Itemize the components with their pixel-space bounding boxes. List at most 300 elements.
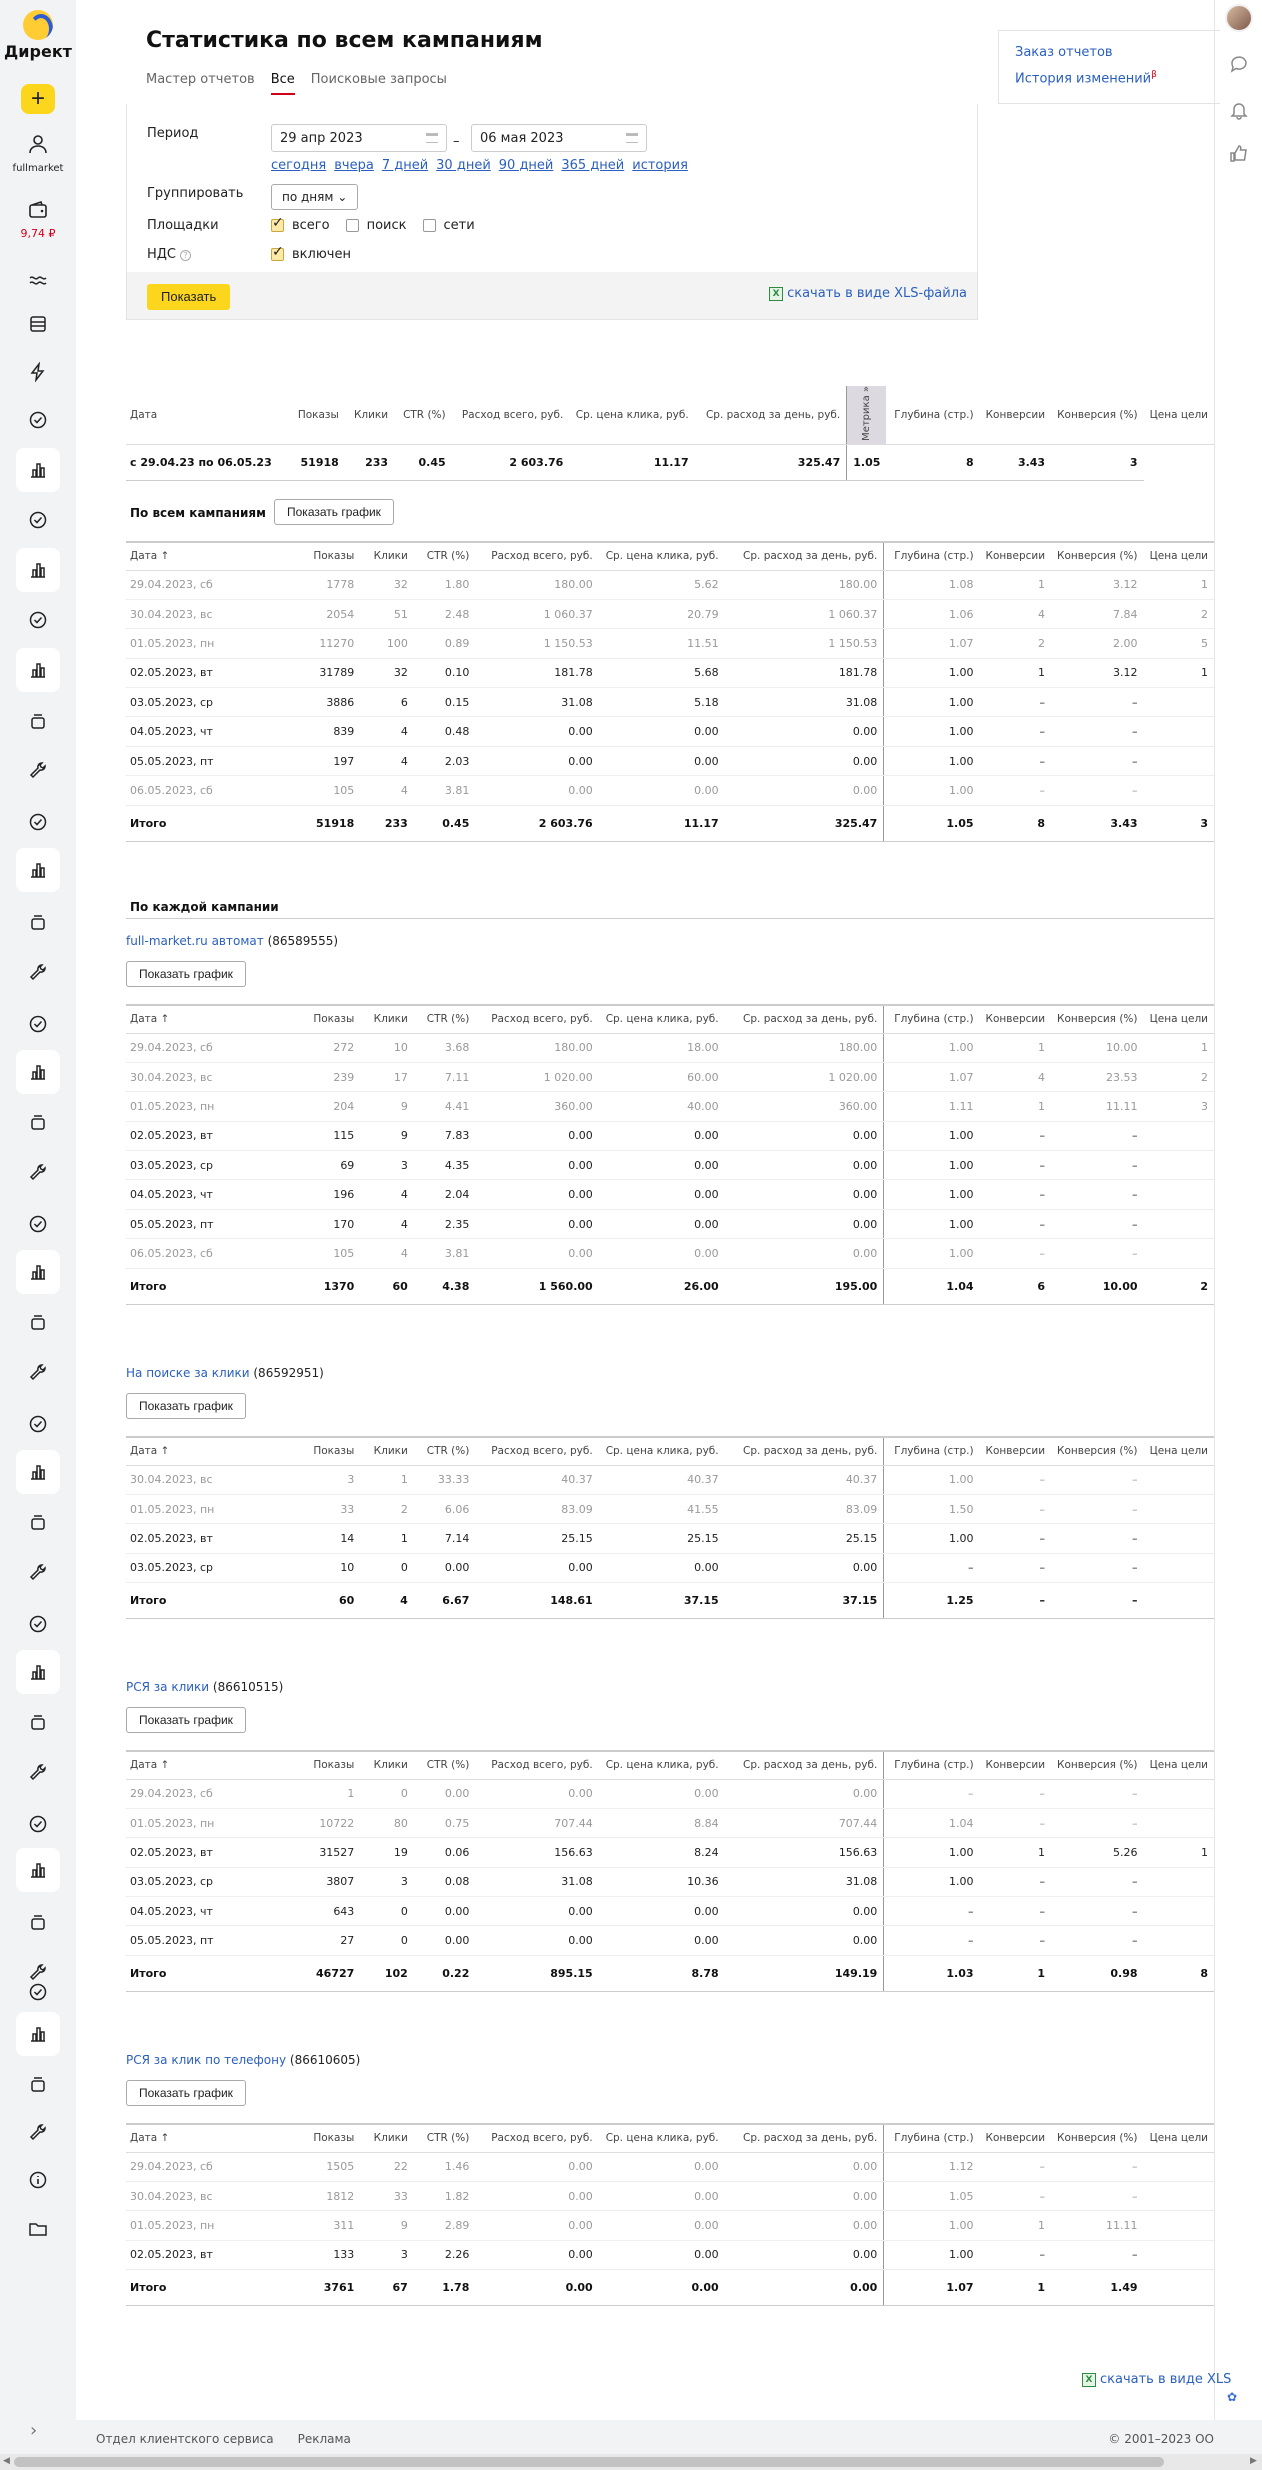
cell-depth: 1.50: [884, 1494, 980, 1523]
col-header-cost[interactable]: Расход всего, руб.: [475, 1437, 598, 1465]
tab-report-master[interactable]: Мастер отчетов: [146, 72, 255, 87]
col-header-cost[interactable]: Расход всего, руб.: [475, 1005, 598, 1033]
col-header-date[interactable]: Дата ↑: [126, 542, 291, 570]
wrench-icon[interactable]: [22, 1556, 54, 1588]
table-row: [126, 1062, 1214, 1091]
campaign-link[interactable]: full-market.ru автомат: [126, 934, 264, 948]
place-networks-checkbox[interactable]: [423, 219, 436, 232]
wrench-icon[interactable]: [22, 754, 54, 786]
place-search-checkbox[interactable]: [346, 219, 359, 232]
stack-icon[interactable]: [22, 1906, 54, 1938]
col-header-avg-cpc[interactable]: Ср. цена клика, руб.: [599, 542, 725, 570]
cell-avg-daily-cost: 0.00: [725, 1553, 884, 1582]
total-avg-daily-cost: 325.47: [725, 805, 884, 841]
bar-chart-icon[interactable]: [16, 448, 60, 492]
table-row: [126, 776, 1214, 805]
table-row: [126, 1465, 1214, 1494]
col-header-conversions[interactable]: Конверсии: [980, 1005, 1051, 1033]
col-header-conversion-rate[interactable]: Конверсия (%): [1051, 542, 1143, 570]
col-header-ctr[interactable]: CTR (%): [414, 1751, 476, 1779]
quick-yesterday[interactable]: вчера: [334, 158, 374, 173]
total-impressions: 60: [291, 1583, 360, 1619]
cell-avg-daily-cost: 25.15: [725, 1524, 884, 1553]
cell-conversions: –: [980, 746, 1051, 775]
cell-conversions: 4: [980, 1062, 1051, 1091]
campaigns-icon[interactable]: [22, 308, 54, 340]
check-circle-icon[interactable]: [22, 1808, 54, 1840]
bar-chart-icon[interactable]: [16, 548, 60, 592]
col-header-conversion-rate[interactable]: Конверсия (%): [1051, 1005, 1143, 1033]
col-header-avg-cpc[interactable]: Ср. цена клика, руб.: [599, 1005, 725, 1033]
footer-client-service-link[interactable]: Отдел клиентского сервиса: [96, 2432, 274, 2446]
col-header-conversion-rate[interactable]: Конверсия (%): [1051, 2124, 1143, 2152]
add-button[interactable]: [21, 84, 55, 114]
col-header-impressions[interactable]: Показы: [285, 386, 345, 444]
cell-impressions: 643: [291, 1897, 360, 1926]
summary-cell-ctr: 0.45: [394, 444, 452, 480]
cell-impressions: 69: [291, 1151, 360, 1180]
cell-cost: 0.00: [475, 2181, 598, 2210]
campaign-stats-table: [126, 1750, 1214, 1992]
summary-cell-depth: 1.05: [847, 444, 887, 480]
collapse-sidebar-icon[interactable]: ›: [30, 2420, 38, 2441]
wrench-icon[interactable]: [22, 1756, 54, 1788]
download-xls-bottom-label: скачать в виде XLS: [1100, 2372, 1232, 2387]
total-depth: 1.03: [884, 1955, 980, 1991]
cell-goal-cost: 5: [1144, 629, 1214, 658]
summary-table: [126, 386, 1214, 481]
col-header-ctr[interactable]: CTR (%): [394, 386, 452, 444]
total-ctr: 0.22: [414, 1955, 476, 1991]
cell-avg-cpc: 0.00: [599, 1553, 725, 1582]
check-circle-icon[interactable]: [22, 806, 54, 838]
total-clicks: 67: [360, 2270, 414, 2306]
cell-avg-cpc: 0.00: [599, 1151, 725, 1180]
campaign-graph-button[interactable]: Показать график: [126, 961, 246, 987]
cell-depth: 1.11: [884, 1092, 980, 1121]
cell-goal-cost: [1144, 1465, 1214, 1494]
cell-goal-cost: 2: [1144, 1062, 1214, 1091]
cell-cost: 83.09: [475, 1494, 598, 1523]
table-row: [126, 1494, 1214, 1523]
user-profile[interactable]: [0, 134, 76, 174]
campaign-title: [126, 1366, 324, 1380]
cell-avg-cpc: 11.51: [599, 629, 725, 658]
col-header-avg-cpc[interactable]: Ср. цена клика, руб.: [569, 386, 694, 444]
cell-avg-cpc: 0.00: [599, 1779, 725, 1808]
col-header-cost[interactable]: Расход всего, руб.: [452, 386, 570, 444]
bell-icon[interactable]: [1229, 100, 1249, 120]
cell-avg-cpc: 5.68: [599, 658, 725, 687]
col-header-impressions[interactable]: Показы: [291, 1437, 360, 1465]
col-header-conversion-rate[interactable]: Конверсия (%): [1051, 386, 1143, 444]
cell-impressions: 272: [291, 1033, 360, 1062]
table-row: [126, 1897, 1214, 1926]
stack-icon[interactable]: [22, 906, 54, 938]
col-header-goal-cost[interactable]: Цена цели: [1144, 1751, 1214, 1779]
cell-impressions: 14: [291, 1524, 360, 1553]
col-header-conversions[interactable]: Конверсии: [980, 542, 1051, 570]
col-header-avg-cpc[interactable]: Ср. цена клика, руб.: [599, 2124, 725, 2152]
per-campaign-title: По каждой кампании: [130, 900, 279, 914]
campaign-graph-button[interactable]: Показать график: [126, 1393, 246, 1419]
stack-icon[interactable]: [22, 1706, 54, 1738]
col-header-depth[interactable]: Глубина (стр.): [884, 1437, 980, 1465]
bar-chart-icon[interactable]: [16, 648, 60, 692]
excel-icon: X: [1082, 2373, 1096, 2387]
wrench-icon[interactable]: [22, 1356, 54, 1388]
cell-ctr: 2.35: [414, 1209, 476, 1238]
download-xls-bottom-link[interactable]: [1082, 2372, 1231, 2387]
campaign-graph-button[interactable]: Показать график: [126, 1707, 246, 1733]
bar-chart-icon[interactable]: [16, 848, 60, 892]
stack-icon[interactable]: [22, 705, 54, 737]
cell-impressions: 105: [291, 1239, 360, 1268]
total-avg-cpc: 11.17: [599, 805, 725, 841]
cell-conversion-rate: –: [1051, 1808, 1143, 1837]
tab-search-queries[interactable]: Поисковые запросы: [310, 72, 447, 87]
cell-depth: 1.04: [884, 1808, 980, 1837]
thumbs-up-icon[interactable]: [1229, 144, 1249, 164]
col-header-conversions[interactable]: Конверсии: [980, 1751, 1051, 1779]
cell-clicks: 4: [360, 776, 414, 805]
cell-avg-daily-cost: 180.00: [725, 1033, 884, 1062]
summary-cell-goal-cost: 3: [1051, 444, 1143, 480]
total-goal-cost: [1144, 1583, 1214, 1619]
campaign-id: (86610515): [212, 1680, 284, 1694]
cell-impressions: 1778: [291, 570, 360, 599]
cell-impressions: 27: [291, 1926, 360, 1955]
bar-chart-icon[interactable]: [16, 1050, 60, 1094]
cell-clicks: 80: [360, 1808, 414, 1837]
col-header-ctr[interactable]: CTR (%): [414, 1005, 476, 1033]
date-from-input[interactable]: [271, 124, 447, 152]
cell-avg-daily-cost: 31.08: [725, 688, 884, 717]
bar-chart-icon[interactable]: [16, 1250, 60, 1294]
cell-cost: 31.08: [475, 1867, 598, 1896]
col-header-avg-daily-cost[interactable]: Ср. расход за день, руб.: [695, 386, 847, 444]
cell-date: 05.05.2023, пт: [126, 1926, 291, 1955]
help-icon[interactable]: ?: [180, 250, 191, 261]
main-content: [76, 0, 1232, 2420]
bar-chart-icon[interactable]: [16, 1650, 60, 1694]
quick-history[interactable]: история: [632, 158, 688, 173]
campaign-link[interactable]: РСЯ за клик по телефону: [126, 2053, 287, 2067]
col-header-goal-cost[interactable]: Цена цели: [1144, 386, 1214, 444]
cell-avg-cpc: 41.55: [599, 1494, 725, 1523]
col-header-avg-daily-cost[interactable]: Ср. расход за день, руб.: [725, 1005, 884, 1033]
col-header-clicks[interactable]: Клики: [360, 1437, 414, 1465]
cell-conversions: –: [980, 688, 1051, 717]
footer-advertising-link[interactable]: Реклама: [297, 2432, 351, 2446]
col-header-goal-cost[interactable]: Цена цели: [1144, 2124, 1214, 2152]
cell-goal-cost: [1144, 1897, 1214, 1926]
table-row: [126, 658, 1214, 687]
total-goal-cost: 8: [1144, 1955, 1214, 1991]
total-avg-daily-cost: 149.19: [725, 1955, 884, 1991]
cell-goal-cost: [1144, 1867, 1214, 1896]
summary-cell-cost: 2 603.76: [452, 444, 570, 480]
col-header-clicks[interactable]: Клики: [360, 2124, 414, 2152]
check-circle-icon[interactable]: [22, 504, 54, 536]
cell-impressions: 11270: [291, 629, 360, 658]
col-header-clicks[interactable]: Клики: [360, 542, 414, 570]
automation-icon[interactable]: [22, 356, 54, 388]
place-networks-label: сети: [443, 218, 475, 233]
col-header-ctr[interactable]: CTR (%): [414, 2124, 476, 2152]
wallet[interactable]: [0, 200, 76, 240]
cell-conversion-rate: 23.53: [1051, 1062, 1143, 1091]
col-header-depth[interactable]: Глубина (стр.): [886, 386, 979, 444]
cell-conversion-rate: –: [1051, 1494, 1143, 1523]
cell-cost: 0.00: [475, 1553, 598, 1582]
col-header-cost[interactable]: Расход всего, руб.: [475, 542, 598, 570]
beta-mark-icon: β: [1151, 70, 1157, 80]
check-circle-icon[interactable]: [22, 404, 54, 436]
col-header-cost[interactable]: Расход всего, руб.: [475, 1751, 598, 1779]
cell-ctr: 7.83: [414, 1121, 476, 1150]
total-avg-cpc: 37.15: [599, 1583, 725, 1619]
col-header-avg-cpc[interactable]: Ср. цена клика, руб.: [599, 1751, 725, 1779]
table-row: [126, 2240, 1214, 2269]
chat-icon[interactable]: [1229, 54, 1249, 74]
col-header-clicks[interactable]: Клики: [345, 386, 394, 444]
scrollbar-thumb[interactable]: [14, 2457, 1164, 2467]
col-header-impressions[interactable]: Показы: [291, 1751, 360, 1779]
col-header-conversion-rate[interactable]: Конверсия (%): [1051, 1437, 1143, 1465]
col-header-depth[interactable]: Глубина (стр.): [884, 1751, 980, 1779]
table-row: [126, 2152, 1214, 2181]
cell-goal-cost: [1144, 1151, 1214, 1180]
cell-conversion-rate: –: [1051, 776, 1143, 805]
col-header-avg-daily-cost[interactable]: Ср. расход за день, руб.: [725, 1751, 884, 1779]
cell-date: 03.05.2023, ср: [126, 1867, 291, 1896]
cell-conversions: –: [980, 1209, 1051, 1238]
all-campaigns-title: По всем кампаниям: [130, 506, 266, 520]
col-header-conversion-rate[interactable]: Конверсия (%): [1051, 1751, 1143, 1779]
quick-365-days[interactable]: 365 дней: [561, 158, 625, 173]
total-conversions: 8: [980, 805, 1051, 841]
cell-conversions: –: [980, 1494, 1051, 1523]
cell-depth: 1.00: [884, 1151, 980, 1180]
quick-today[interactable]: сегодня: [271, 158, 327, 173]
group-label: Группировать: [147, 186, 244, 201]
cell-conversions: –: [980, 1779, 1051, 1808]
show-button[interactable]: Показать: [147, 284, 230, 310]
total-row: [126, 1268, 1214, 1304]
vat-checkbox-row: [271, 247, 351, 262]
col-header-depth[interactable]: Глубина (стр.): [884, 1005, 980, 1033]
col-header-avg-daily-cost[interactable]: Ср. расход за день, руб.: [725, 1437, 884, 1465]
check-circle-icon[interactable]: [22, 604, 54, 636]
filters-panel: [126, 104, 978, 320]
cell-depth: 1.05: [884, 2181, 980, 2210]
cell-clicks: 0: [360, 1926, 414, 1955]
cell-cost: 0.00: [475, 776, 598, 805]
order-reports-link[interactable]: Заказ отчетов: [1015, 45, 1113, 60]
col-header-cost[interactable]: Расход всего, руб.: [475, 2124, 598, 2152]
total-cost: 895.15: [475, 1955, 598, 1991]
cell-conversion-rate: –: [1051, 1151, 1143, 1180]
col-header-depth[interactable]: Глубина (стр.): [884, 2124, 980, 2152]
cell-avg-cpc: 40.00: [599, 1092, 725, 1121]
cell-depth: 1.00: [884, 1465, 980, 1494]
check-circle-icon[interactable]: [22, 1976, 54, 2008]
campaign-graph-button[interactable]: Показать график: [126, 2080, 246, 2106]
col-header-goal-cost[interactable]: Цена цели: [1144, 542, 1214, 570]
direct-logo[interactable]: [0, 10, 76, 61]
info-icon[interactable]: [22, 2164, 54, 2196]
quick-30-days[interactable]: 30 дней: [436, 158, 491, 173]
total-conversion-rate: 1.49: [1051, 2270, 1143, 2306]
tab-all[interactable]: Все: [270, 72, 295, 87]
stack-icon[interactable]: [22, 1506, 54, 1538]
cell-conversions: 2: [980, 629, 1051, 658]
cell-avg-cpc: 18.00: [599, 1033, 725, 1062]
cell-clicks: 4: [360, 1239, 414, 1268]
col-header-avg-cpc[interactable]: Ср. цена клика, руб.: [599, 1437, 725, 1465]
cell-ctr: 0.89: [414, 629, 476, 658]
col-header-conversions[interactable]: Конверсии: [980, 1437, 1051, 1465]
cell-date: 02.05.2023, вт: [126, 2240, 291, 2269]
quick-90-days[interactable]: 90 дней: [498, 158, 554, 173]
cell-conversion-rate: –: [1051, 1524, 1143, 1553]
bar-chart-icon[interactable]: [16, 1450, 60, 1494]
cell-conversions: –: [980, 1239, 1051, 1268]
col-header-conversions[interactable]: Конверсии: [980, 2124, 1051, 2152]
col-header-impressions[interactable]: Показы: [291, 2124, 360, 2152]
wrench-icon[interactable]: [22, 1156, 54, 1188]
change-history-link[interactable]: [1015, 70, 1204, 86]
scroll-left-icon[interactable]: ◀: [3, 2456, 10, 2466]
col-header-avg-daily-cost[interactable]: Ср. расход за день, руб.: [725, 2124, 884, 2152]
cell-avg-cpc: 0.00: [599, 776, 725, 805]
total-impressions: 3761: [291, 2270, 360, 2306]
cell-date: 30.04.2023, вс: [126, 2181, 291, 2210]
campaign-link[interactable]: На поиске за клики: [126, 1366, 250, 1380]
col-header-date[interactable]: Дата ↑: [126, 1437, 291, 1465]
col-header-goal-cost[interactable]: Цена цели: [1144, 1005, 1214, 1033]
cell-conversion-rate: –: [1051, 2181, 1143, 2210]
avatar[interactable]: [1225, 4, 1253, 32]
table-row: [126, 2181, 1214, 2210]
cell-conversions: –: [980, 1151, 1051, 1180]
cell-avg-daily-cost: 0.00: [725, 1121, 884, 1150]
col-header-impressions[interactable]: Показы: [291, 1005, 360, 1033]
download-xls-link[interactable]: [769, 286, 967, 301]
cell-depth: 1.07: [884, 1062, 980, 1091]
cell-depth: 1.00: [884, 1867, 980, 1896]
total-clicks: 4: [360, 1583, 414, 1619]
cell-cost: 0.00: [475, 1209, 598, 1238]
date-to-input[interactable]: [471, 124, 647, 152]
assistant-icon[interactable]: ✿: [1227, 2390, 1238, 2404]
check-circle-icon[interactable]: [22, 1008, 54, 1040]
cell-avg-daily-cost: 1 150.53: [725, 629, 884, 658]
scroll-right-icon[interactable]: ▶: [1250, 2456, 1257, 2466]
cell-date: 01.05.2023, пн: [126, 1494, 291, 1523]
check-circle-icon[interactable]: [22, 1208, 54, 1240]
cell-clicks: 9: [360, 1121, 414, 1150]
col-header-conversions[interactable]: Конверсии: [980, 386, 1051, 444]
quick-7-days[interactable]: 7 дней: [381, 158, 429, 173]
stack-icon[interactable]: [22, 1106, 54, 1138]
wrench-icon[interactable]: [22, 956, 54, 988]
col-header-date[interactable]: Дата: [126, 386, 285, 444]
col-header-date[interactable]: Дата ↑: [126, 1005, 291, 1033]
cell-conversion-rate: –: [1051, 2240, 1143, 2269]
cell-depth: 1.00: [884, 1180, 980, 1209]
cell-conversion-rate: –: [1051, 1180, 1143, 1209]
trend-icon[interactable]: [22, 264, 54, 296]
cell-impressions: 3807: [291, 1867, 360, 1896]
cell-avg-cpc: 0.00: [599, 1180, 725, 1209]
date-from-value: 29 апр 2023: [280, 131, 363, 146]
bar-chart-icon[interactable]: [16, 2012, 60, 2056]
cell-conversion-rate: –: [1051, 688, 1143, 717]
cell-conversions: 1: [980, 570, 1051, 599]
stack-icon[interactable]: [22, 2068, 54, 2100]
group-select[interactable]: [271, 184, 358, 210]
place-all-checkbox[interactable]: [271, 219, 284, 232]
cell-avg-cpc: 20.79: [599, 599, 725, 628]
col-header-avg-daily-cost[interactable]: Ср. расход за день, руб.: [725, 542, 884, 570]
cell-conversions: 1: [980, 658, 1051, 687]
check-circle-icon[interactable]: [22, 1608, 54, 1640]
metrika-toggle[interactable]: [847, 386, 887, 444]
folder-icon[interactable]: [22, 2212, 54, 2244]
cell-conversion-rate: –: [1051, 746, 1143, 775]
col-header-ctr[interactable]: CTR (%): [414, 1437, 476, 1465]
cell-cost: 0.00: [475, 1180, 598, 1209]
col-header-clicks[interactable]: Клики: [360, 1005, 414, 1033]
col-header-goal-cost[interactable]: Цена цели: [1144, 1437, 1214, 1465]
col-header-impressions[interactable]: Показы: [291, 542, 360, 570]
table-row: [126, 599, 1214, 628]
table-row: [126, 629, 1214, 658]
total-avg-cpc: 26.00: [599, 1268, 725, 1304]
vat-checkbox[interactable]: [271, 248, 284, 261]
cell-date: 04.05.2023, чт: [126, 717, 291, 746]
cell-date: 01.05.2023, пн: [126, 2211, 291, 2240]
col-header-ctr[interactable]: CTR (%): [414, 542, 476, 570]
check-circle-icon[interactable]: [22, 1408, 54, 1440]
cell-depth: 1.00: [884, 717, 980, 746]
cell-avg-daily-cost: 0.00: [725, 1897, 884, 1926]
campaign-link[interactable]: РСЯ за клики: [126, 1680, 210, 1694]
cell-avg-cpc: 0.00: [599, 2152, 725, 2181]
cell-conversions: –: [980, 1553, 1051, 1582]
cell-date: 06.05.2023, сб: [126, 1239, 291, 1268]
cell-avg-cpc: 0.00: [599, 1209, 725, 1238]
total-avg-cpc: 0.00: [599, 2270, 725, 2306]
stack-icon[interactable]: [22, 1306, 54, 1338]
col-header-date[interactable]: Дата ↑: [126, 2124, 291, 2152]
cell-date: 03.05.2023, ср: [126, 688, 291, 717]
cell-goal-cost: [1144, 1121, 1214, 1150]
col-header-depth[interactable]: Глубина (стр.): [884, 542, 980, 570]
all-campaigns-graph-button[interactable]: Показать график: [274, 499, 394, 525]
cell-cost: 0.00: [475, 2240, 598, 2269]
wrench-icon[interactable]: [22, 2116, 54, 2148]
col-header-clicks[interactable]: Клики: [360, 1751, 414, 1779]
horizontal-scrollbar[interactable]: [0, 2454, 1262, 2470]
col-header-date[interactable]: Дата ↑: [126, 1751, 291, 1779]
cell-conversions: 1: [980, 1092, 1051, 1121]
bar-chart-icon[interactable]: [16, 1848, 60, 1892]
total-goal-cost: 3: [1144, 805, 1214, 841]
cell-clicks: 1: [360, 1524, 414, 1553]
